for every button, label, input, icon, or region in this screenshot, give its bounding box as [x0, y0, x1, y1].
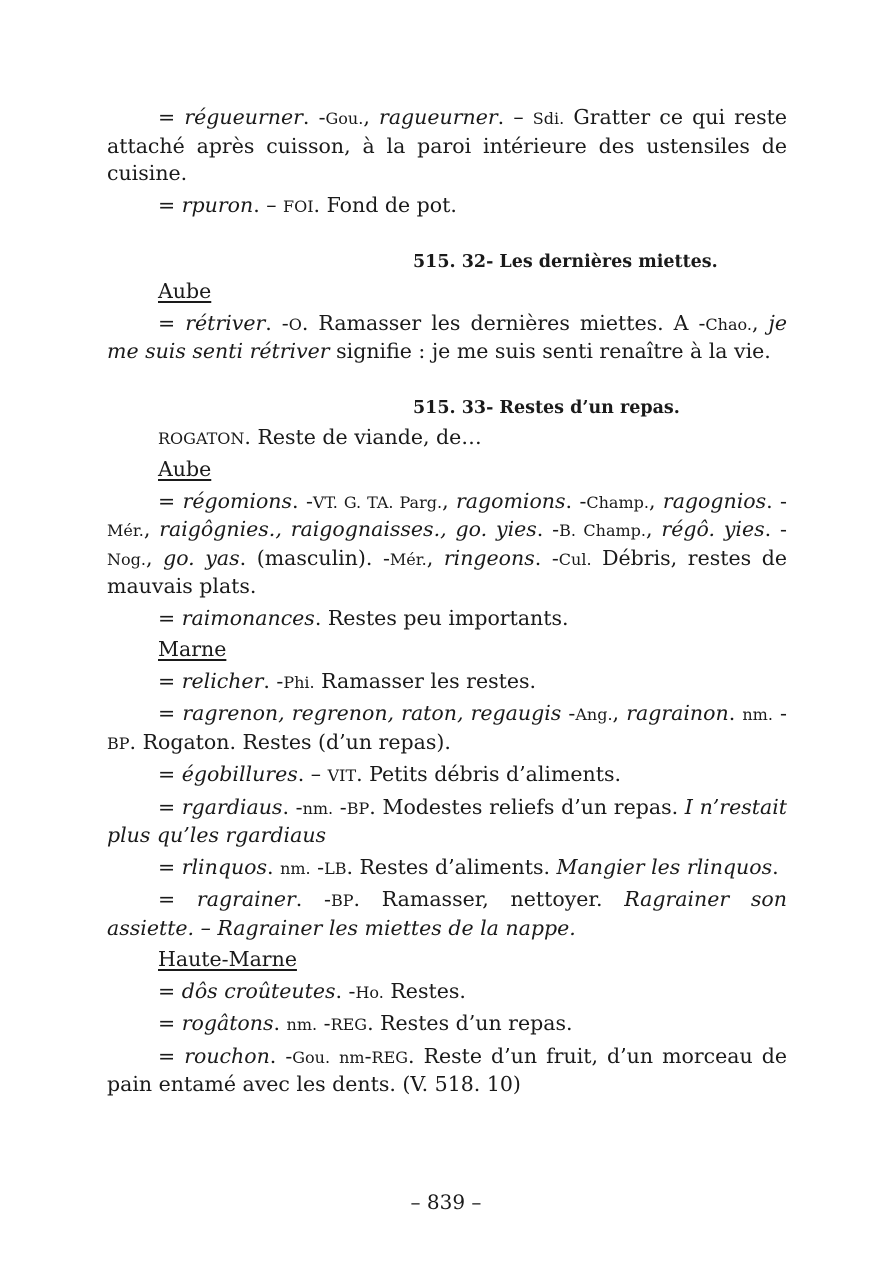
entry-paragraph	[107, 605, 787, 633]
text-run: . Ramasser, nettoyer.	[353, 887, 625, 911]
source-abbrev: nm.	[302, 798, 334, 818]
entry-paragraph	[107, 886, 787, 942]
text-run: ,	[143, 517, 160, 541]
text-run: =	[158, 605, 182, 630]
text-run: . Restes d’aliments.	[346, 854, 557, 879]
dialect-term: ringeons	[443, 545, 535, 570]
text-run: -	[364, 1043, 372, 1068]
text-run: . -	[766, 488, 787, 513]
dialect-term: raigôgnies., raigognaisses., go. yies	[159, 517, 537, 541]
entry-paragraph	[107, 1010, 787, 1039]
text-run: . Restes d’un repas.	[367, 1011, 573, 1035]
source-abbrev: VIT	[327, 766, 357, 785]
text-run: . -	[265, 310, 289, 335]
source-abbrev: REG	[330, 1015, 368, 1034]
source-abbrev: LB	[324, 858, 347, 878]
source-abbrev: Mér.	[107, 521, 144, 540]
text-run: . -	[335, 978, 356, 1003]
source-abbrev: nm	[339, 1047, 365, 1067]
dialect-term: Mangier les rlinquos	[556, 854, 773, 879]
text-run	[330, 1044, 339, 1068]
source-abbrev: FOI	[283, 196, 314, 216]
dialect-term: régueurner	[184, 105, 303, 129]
entry-paragraph	[107, 794, 787, 850]
text-run: . –	[253, 192, 283, 217]
text-run: Gratter ce qui reste attaché après cuisson, à la paroi intérieure des ustensiles de cuisine.	[107, 105, 787, 185]
text-run: =	[158, 488, 183, 513]
text-run: . -	[565, 488, 587, 513]
text-run: . Ramasser les dernières miettes. A -	[301, 310, 706, 335]
text-run: =	[158, 854, 182, 879]
dialect-term: rpuron	[181, 192, 254, 217]
source-abbrev: O	[288, 314, 302, 334]
dialect-term: je me suis senti rétriver	[107, 310, 787, 363]
dialect-term: ragrenon, regrenon, raton, regaugis	[182, 701, 562, 725]
text-run: . -	[536, 517, 560, 541]
source-abbrev: Mér.	[389, 549, 427, 569]
source-abbrev: REG	[371, 1047, 409, 1067]
source-abbrev: ROGATON	[158, 428, 245, 448]
text-run: Ramasser les restes.	[314, 668, 537, 693]
text-run: =	[158, 978, 182, 1003]
text-run: . Reste de viande, de…	[244, 424, 482, 449]
text-run: .	[267, 854, 281, 879]
text-run: ,	[648, 488, 663, 513]
text-run: =	[158, 310, 186, 335]
entry-paragraph	[107, 978, 787, 1007]
dialect-term: ragognios	[662, 488, 767, 513]
text-run: ,	[751, 310, 769, 335]
text-run: ,	[145, 545, 164, 570]
dialect-term: égobillures	[181, 762, 298, 786]
region-label: Haute-Marne	[158, 947, 297, 971]
dialect-term: ragrainer	[196, 887, 296, 911]
text-run: -	[310, 854, 325, 879]
text-run: .	[728, 701, 743, 725]
text-run: . –	[497, 105, 533, 129]
region-label: Aube	[158, 279, 212, 303]
text-run: ,	[612, 701, 627, 725]
text-run: . Restes peu importants.	[314, 605, 569, 630]
region-label: Marne	[158, 637, 227, 661]
text-run: . -	[282, 794, 303, 819]
source-abbrev: Gou.	[325, 109, 364, 128]
dialect-term: raimonances	[181, 605, 315, 630]
dialect-term: rouchon	[184, 1043, 270, 1068]
text-run: . Fond de pot.	[313, 192, 457, 217]
dialect-term: go. yas	[163, 545, 240, 570]
page-body	[107, 104, 787, 1103]
text-run: =	[158, 701, 183, 725]
text-run: =	[158, 887, 197, 911]
entry-paragraph	[107, 310, 787, 366]
text-run: -	[333, 794, 347, 819]
source-abbrev: Phi.	[283, 672, 315, 692]
text-run: =	[158, 192, 182, 217]
text-run: -	[317, 1011, 331, 1035]
dialect-term: rlinquos	[181, 854, 268, 879]
source-abbrev: Champ.	[586, 492, 649, 512]
text-run: .	[772, 854, 779, 879]
dialect-term: rogâtons	[181, 1011, 274, 1035]
dialect-term: dôs croûteutes	[181, 978, 336, 1003]
source-abbrev: BP	[107, 733, 130, 753]
text-run: . (masculin). -	[239, 545, 390, 570]
entry-paragraph	[107, 700, 787, 757]
text-run: . Petits débris d’aliments.	[356, 762, 622, 786]
source-abbrev: Gou.	[292, 1047, 331, 1067]
text-run: . -	[269, 1043, 293, 1068]
section-heading: 515. 32- Les dernières miettes.	[413, 252, 718, 272]
source-abbrev: nm.	[286, 1015, 318, 1034]
text-run: Débris, restes de mauvais plats.	[107, 545, 787, 598]
dialect-term: Ragrainer son assiette. – Ragrainer les miettes de la nappe.	[107, 887, 787, 940]
text-run: . -	[295, 887, 331, 911]
entry-paragraph	[107, 192, 787, 221]
text-run: =	[158, 1011, 182, 1035]
text-run: . Rogaton. Restes (d’un repas).	[129, 729, 451, 754]
text-run: signifie : je me suis senti renaître à la vie.	[329, 339, 771, 363]
entry-paragraph	[107, 424, 787, 453]
text-run: . Modestes reliefs d’un repas.	[369, 794, 685, 819]
source-abbrev: BP	[346, 798, 370, 818]
page-number: – 839 –	[410, 1190, 482, 1214]
dialect-term: I n’restait plus qu’les rgardiaus	[107, 794, 787, 847]
dialect-term: rétriver	[185, 310, 266, 335]
text-run: =	[158, 794, 182, 819]
text-run: =	[158, 668, 182, 693]
text-run: =	[158, 762, 182, 786]
dialect-term: ragomions	[455, 488, 566, 513]
text-run: . -	[292, 488, 313, 513]
source-abbrev: Chao.	[705, 314, 752, 334]
source-abbrev: B. Champ.	[559, 521, 646, 540]
text-run: =	[158, 105, 185, 129]
dialect-term: ragrainon	[626, 701, 729, 725]
source-abbrev: BP	[330, 891, 354, 910]
text-run: ,	[363, 105, 380, 129]
source-abbrev: Ho.	[355, 982, 384, 1002]
section-heading: 515. 33- Restes d’un repas.	[413, 397, 680, 418]
dialect-term: régô. yies	[661, 517, 765, 541]
text-run: . Reste d’un fruit, d’un morceau de pain entamé avec les dents. (V. 518. 10)	[107, 1043, 787, 1096]
source-abbrev: VT. G. TA. Parg.	[312, 492, 443, 512]
entry-paragraph	[107, 104, 787, 188]
source-abbrev: Cul.	[558, 549, 592, 569]
dialect-term: ragueurner	[379, 105, 498, 129]
text-run: . –	[297, 762, 328, 786]
source-abbrev: Sdi.	[532, 109, 565, 128]
text-run: -	[772, 701, 787, 725]
text-run: Restes.	[383, 978, 466, 1003]
text-run: =	[158, 1043, 185, 1068]
text-run: . -	[302, 105, 326, 129]
entry-paragraph	[107, 761, 787, 790]
source-abbrev: Nog.	[107, 549, 146, 569]
dialect-term: régomions	[182, 488, 293, 513]
text-run: ,	[442, 488, 456, 513]
region-label: Aube	[158, 457, 212, 481]
entry-paragraph	[107, 854, 787, 883]
text-run: ,	[426, 545, 444, 570]
entry-paragraph	[107, 1043, 787, 1099]
dialect-term: relicher	[181, 668, 264, 693]
text-run: -	[561, 701, 576, 725]
text-run: .	[273, 1011, 287, 1035]
text-run: . -	[534, 545, 559, 570]
text-run: . -	[764, 517, 787, 541]
text-run: ,	[646, 517, 662, 541]
source-abbrev: Ang.	[575, 705, 613, 724]
source-abbrev: nm.	[280, 858, 311, 878]
dialect-term: rgardiaus	[181, 794, 283, 819]
entry-paragraph	[107, 668, 787, 697]
text-run: . -	[263, 668, 284, 693]
entry-paragraph	[107, 488, 787, 601]
source-abbrev: nm.	[742, 705, 773, 724]
